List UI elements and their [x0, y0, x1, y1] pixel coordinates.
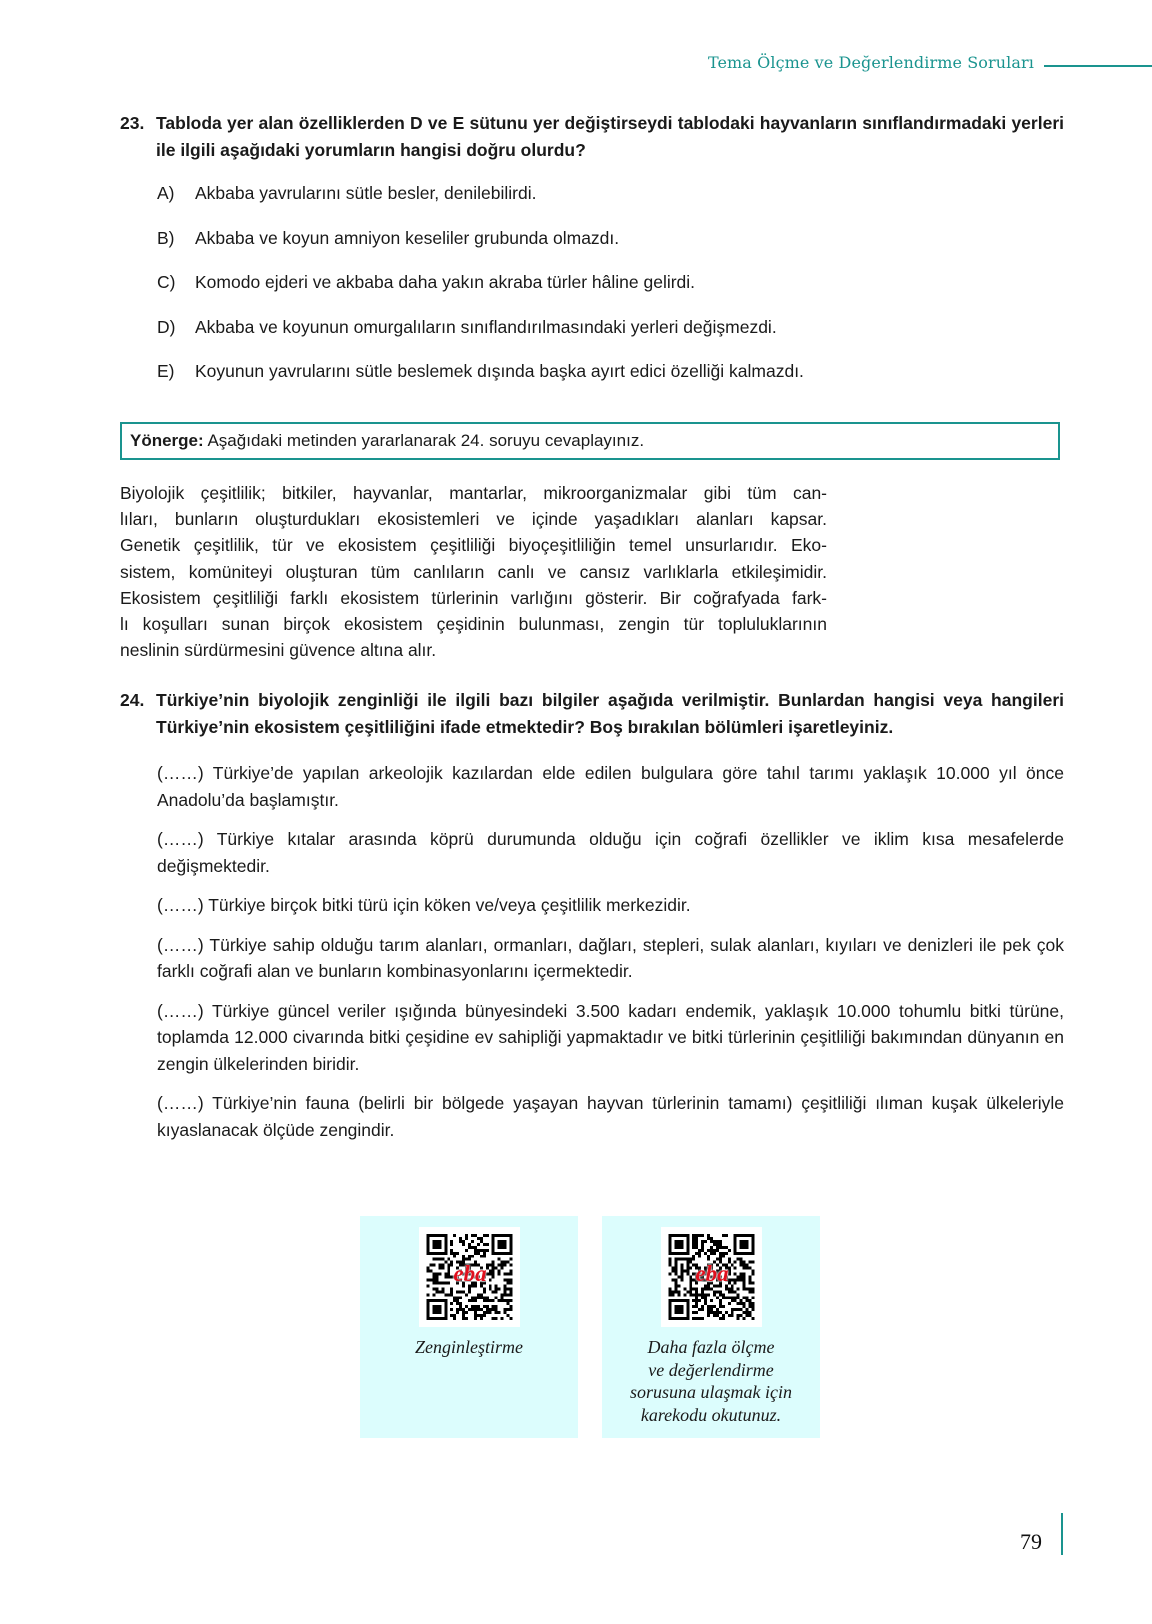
option-letter: D)	[157, 316, 176, 337]
statement-text: Türkiye güncel veriler ışığında bünyesindeki 3.500 kadarı endemik, yaklaşık 10.000 tohumlu bitki türüne, toplamda 12.000 civarında bitki çeşidine ev sahipliği yapmaktadır ve bitki türlerinin çeşitliliği bakımından dünyanın en zengin ülkelerinden biridir.	[157, 1000, 1064, 1074]
caption-line: ve değerlendirme	[648, 1359, 774, 1380]
statement-list	[157, 760, 1064, 1156]
option-text: Akbaba ve koyunun omurgalıların sınıflandırılmasındaki yerleri değişmezdi.	[195, 316, 777, 337]
qr-card-more-questions[interactable]	[602, 1216, 820, 1438]
option-letter: A)	[157, 183, 175, 203]
option-a[interactable]	[157, 182, 1057, 227]
qr-code[interactable]	[419, 1227, 520, 1327]
statement-item	[157, 932, 1064, 985]
statement-text: Türkiye kıtalar arasında köprü durumunda olduğu için coğrafi özellikler ve iklim kısa mesafelerde değişmektedir.	[157, 829, 1065, 876]
caption-line: Daha fazla ölçme	[647, 1337, 775, 1357]
question-23-stem	[120, 110, 1064, 164]
answer-blank[interactable]: (……)	[157, 763, 204, 783]
option-text: Koyunun yavrularını sütle beslemek dışında başka ayırt edici özelliği kalmazdı.	[195, 361, 804, 381]
question-23	[120, 110, 1064, 164]
question-24	[120, 687, 1064, 741]
question-text: Türkiye’nin biyolojik zenginliği ile ilgili bazı bilgiler aşağıda verilmiştir. Bunlardan hangisi veya hangileri Türkiye’nin ekosistem çeşitliliğini ifade etmektedir? Boş bırakılan bölümleri işaretleyiniz.	[156, 690, 1064, 737]
question-number: 24.	[120, 690, 145, 710]
page-number: 79	[1020, 1529, 1042, 1554]
eba-logo: eba	[695, 1261, 729, 1286]
statement-text: Türkiye’de yapılan arkeolojik kazılardan elde edilen bulgulara göre tahıl tarımı yaklaşık 10.000 yıl önce Anadolu’da başlamıştır.	[157, 763, 1064, 810]
option-c[interactable]	[157, 271, 1057, 316]
answer-blank[interactable]: (……)	[157, 829, 204, 849]
answer-blank[interactable]: (……)	[157, 934, 204, 955]
question-number: 23.	[120, 113, 145, 133]
section-title: Tema Ölçme ve Değerlendirme Soruları	[707, 52, 1034, 72]
statement-item	[157, 892, 1064, 919]
caption-line: karekodu okutunuz.	[640, 1404, 782, 1425]
passage-line: sistem, komüniteyi oluşturan tüm canlıların canlı ve cansız varlıklarla etkileşimidir.	[120, 561, 827, 582]
directive-box	[120, 422, 1060, 460]
statement-text: Türkiye birçok bitki türü için köken ve/veya çeşitlilik merkezidir.	[208, 895, 691, 915]
option-text: Komodo ejderi ve akbaba daha yakın akraba türler hâline gelirdi.	[195, 272, 696, 292]
reading-passage	[120, 480, 827, 663]
statement-item	[157, 1090, 1064, 1143]
directive-text: Aşağıdaki metinden yararlanarak 24. soruyu cevaplayınız.	[203, 431, 645, 450]
page-header	[708, 50, 1152, 74]
qr-caption: Zenginleştirme	[415, 1337, 523, 1357]
passage-line: lıları, bunların oluşturdukları ekosistemleri ve içinde yaşadıkları alanları kapsar.	[120, 509, 827, 530]
option-d[interactable]	[157, 316, 1057, 361]
passage-line: neslinin sürdürmesini güvence altına alır.	[120, 640, 437, 661]
page-number-rule	[1061, 1513, 1063, 1555]
statement-text: Türkiye sahip olduğu tarım alanları, ormanları, dağları, stepleri, sulak alanları, kıyıları ve denizleri ile pek çok farklı coğrafi alan ve bunların kombinasyonlarını içermektedir.	[157, 934, 1065, 981]
option-e[interactable]	[157, 360, 1057, 405]
option-b[interactable]	[157, 227, 1057, 272]
question-24-stem	[120, 687, 1064, 741]
option-letter: C)	[157, 272, 176, 292]
header-rule	[1044, 65, 1152, 67]
caption-line: sorusuna ulaşmak için	[630, 1382, 792, 1402]
option-text: Akbaba yavrularını sütle besler, denilebilirdi.	[195, 183, 537, 203]
eba-logo: eba	[453, 1261, 487, 1286]
qr-code[interactable]	[661, 1227, 762, 1327]
option-letter: B)	[157, 227, 175, 248]
passage-line: Genetik çeşitlilik, tür ve ekosistem çeşitliliği biyoçeşitliliğin temel unsurlarıdır. Eko-	[120, 535, 827, 556]
question-text: Tabloda yer alan özelliklerden D ve E sütunu yer değiştirseydi tablodaki hayvanların sınıflandırmadaki yerleri ile ilgili aşağıdaki yorumların hangisi doğru olurdu?	[156, 113, 1064, 160]
statement-item	[157, 826, 1064, 879]
passage-line: Biyolojik çeşitlilik; bitkiler, hayvanlar, mantarlar, mikroorganizmalar gibi tüm can-	[120, 483, 827, 503]
directive-label: Yönerge:	[130, 431, 204, 450]
qr-caption	[602, 1336, 820, 1426]
answer-blank[interactable]: (……)	[157, 895, 204, 915]
statement-item	[157, 998, 1064, 1078]
answer-blank[interactable]: (……)	[157, 1093, 204, 1113]
answer-blank[interactable]: (……)	[157, 1000, 204, 1021]
statement-text: Türkiye’nin fauna (belirli bir bölgede yaşayan hayvan türlerinin tamamı) çeşitliliği ılıman kuşak ülkeleriyle kıyaslanacak ölçüde zengindir.	[157, 1093, 1065, 1140]
passage-line: lı koşulları sunan birçok ekosistem çeşidinin bulunması, zengin tür topluluklarının	[120, 614, 827, 635]
answer-options	[157, 182, 1057, 405]
passage-line: Ekosistem çeşitliliği farklı ekosistem türlerinin varlığını gösterir. Bir coğrafyada fark-	[120, 587, 827, 608]
option-text: Akbaba ve koyun amniyon keseliler grubunda olmazdı.	[195, 227, 620, 248]
option-letter: E)	[157, 361, 175, 381]
statement-item	[157, 760, 1064, 813]
qr-card-enrichment[interactable]	[360, 1216, 578, 1438]
